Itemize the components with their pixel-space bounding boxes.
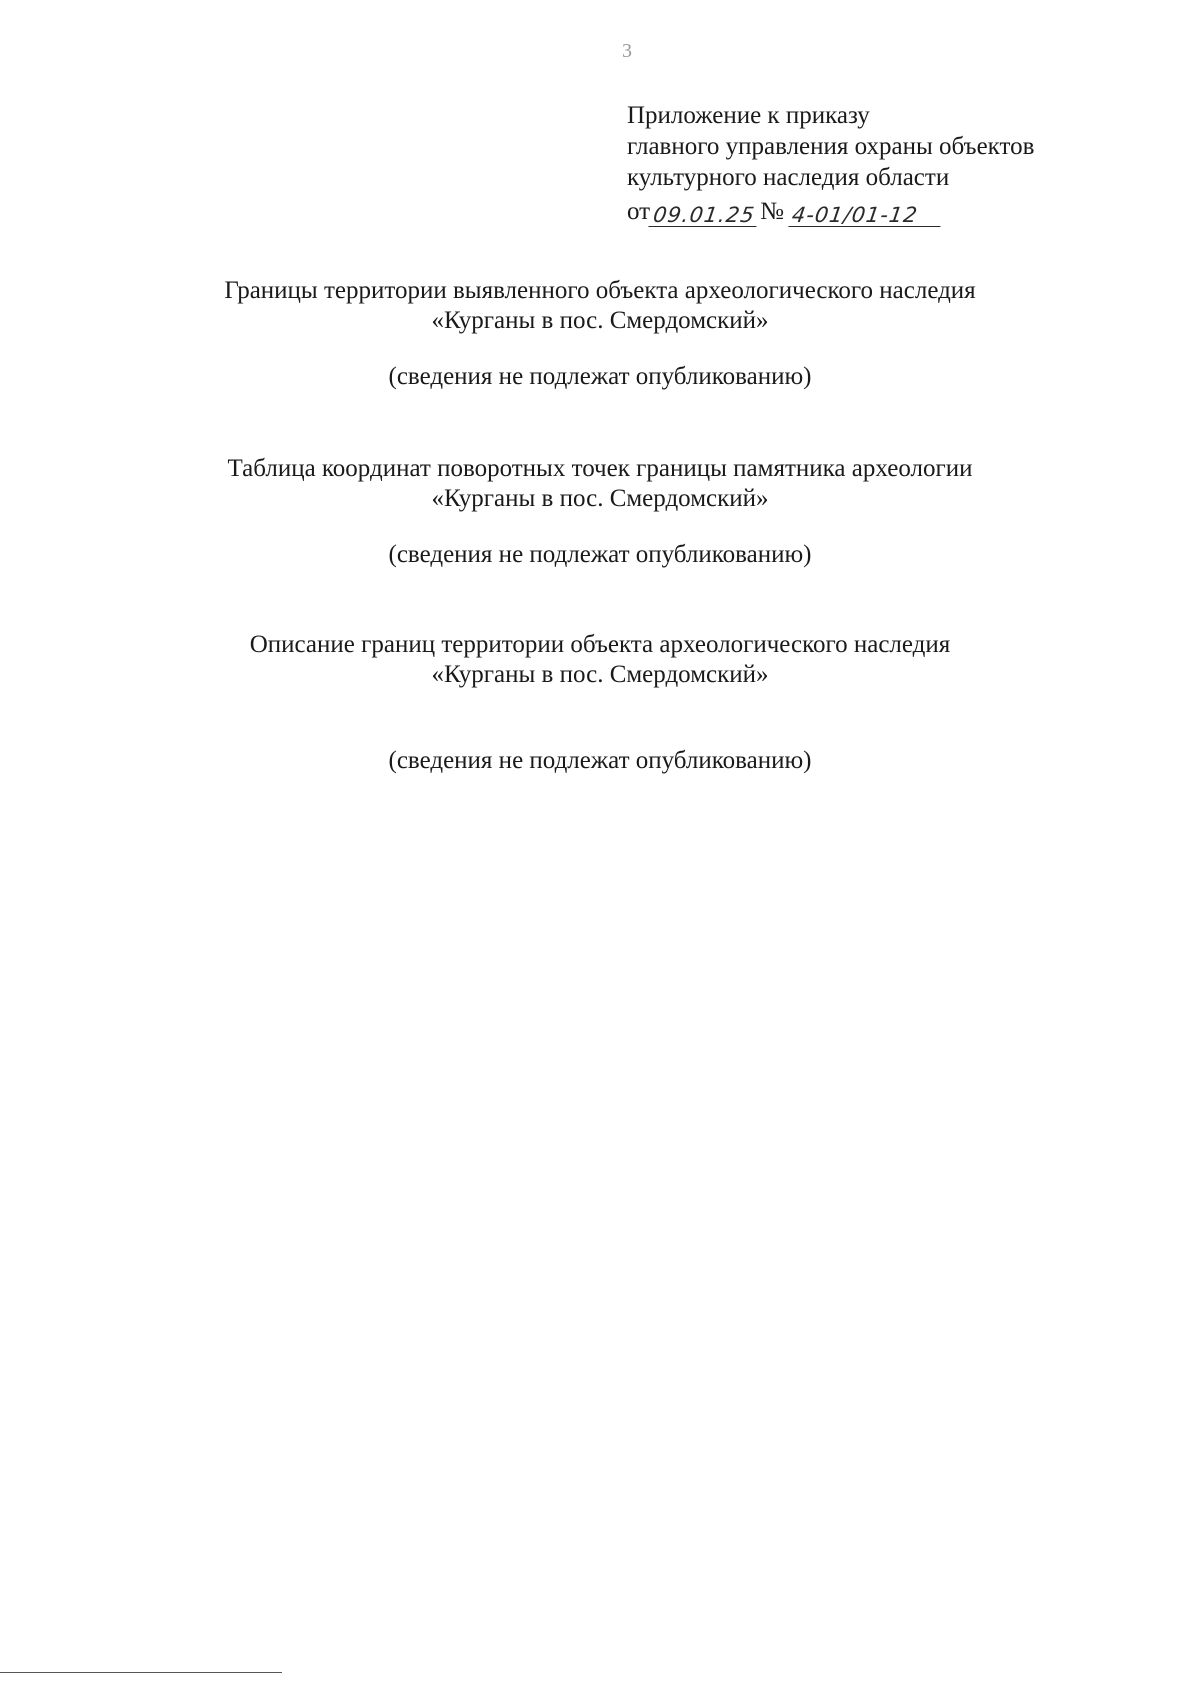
appendix-line-1: Приложение к приказу [627, 102, 870, 129]
page-number: 3 [622, 40, 632, 62]
order-date-number-line [627, 193, 1034, 227]
section-note: (сведения не подлежат опубликованию) [388, 747, 812, 774]
from-label: от [627, 198, 651, 225]
appendix-line-3: культурного наследия области [627, 164, 950, 191]
number-sign: № [760, 198, 784, 225]
section-title: Описание границ территории объекта археологического наследия [249, 631, 951, 658]
appendix-header [627, 100, 1034, 227]
section-boundary-description [0, 630, 1200, 690]
section-subtitle: «Курганы в пос. Смердомский» [431, 661, 769, 688]
section-note: (сведения не подлежат опубликованию) [388, 363, 812, 390]
appendix-line-2: главного управления охраны объектов [627, 133, 1035, 160]
section-note: (сведения не подлежат опубликованию) [388, 541, 812, 568]
handwritten-date: 09.01.25 [648, 204, 759, 227]
section-title: Таблица координат поворотных точек границы памятника археологии [227, 455, 973, 482]
section-subtitle: «Курганы в пос. Смердомский» [431, 307, 769, 334]
section-coordinates-table [0, 454, 1200, 514]
section-boundaries [0, 276, 1200, 336]
handwritten-order-number: 4-01/01-12 [788, 204, 943, 227]
section-title: Границы территории выявленного объекта археологического наследия [224, 277, 976, 304]
section-subtitle: «Курганы в пос. Смердомский» [431, 485, 769, 512]
footnote-separator [0, 1672, 282, 1673]
